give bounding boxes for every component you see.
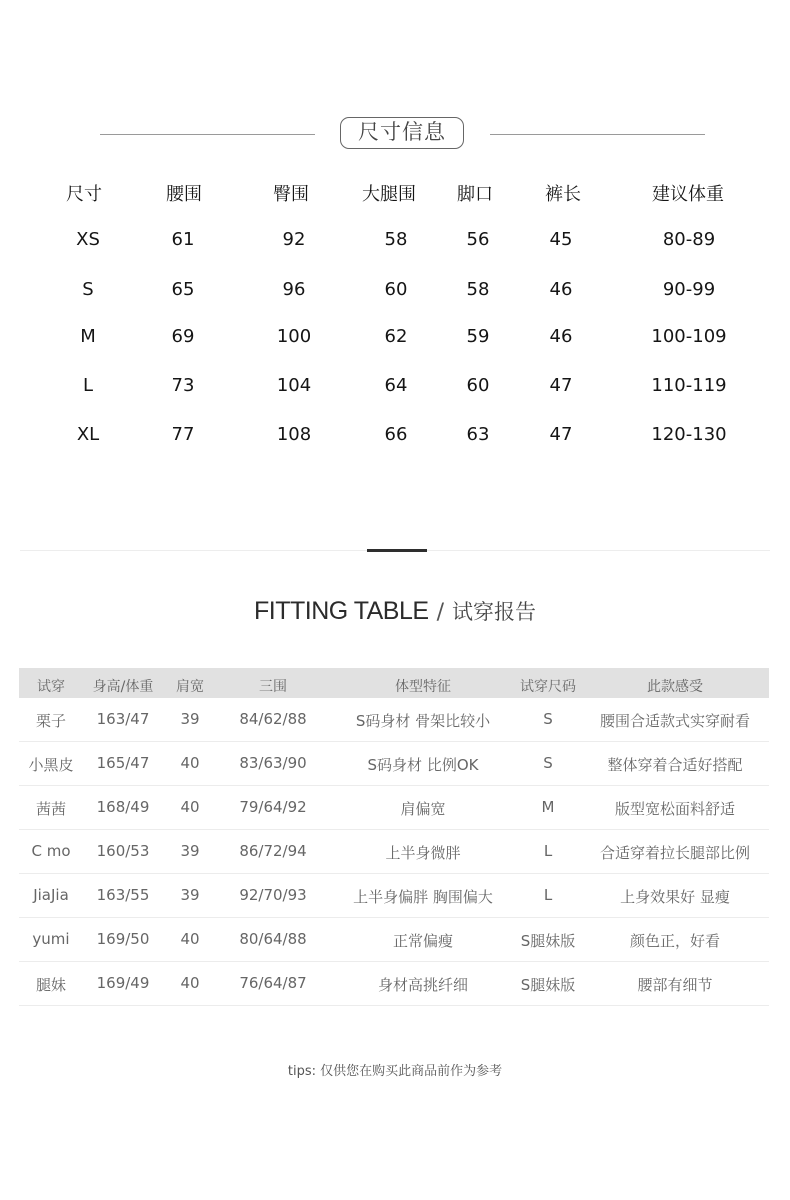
- row-divider: [19, 917, 769, 918]
- fitting-cell-measurements: 92/70/93: [239, 886, 307, 904]
- fitting-cell-feedback: 颜色正，好看: [629, 932, 721, 950]
- size-cell-thigh: 58: [384, 229, 408, 250]
- fitting-cell-measurements: 79/64/92: [239, 798, 307, 816]
- fitting-cell-height-weight: 165/47: [96, 754, 150, 772]
- fitting-cell-body-type: 上半身偏胖 胸围偏大: [353, 888, 493, 906]
- fitting-cell-measurements: 80/64/88: [239, 930, 307, 948]
- fitting-cell-height-weight: 163/47: [96, 710, 150, 728]
- size-cell-weight: 120-130: [651, 424, 727, 445]
- fitting-cell-tester: JiaJia: [33, 886, 69, 904]
- fitting-cell-size-tried: S: [543, 754, 553, 772]
- fitting-cell-feedback: 腰部有细节: [637, 976, 713, 994]
- fitting-cell-body-type: S码身材 比例OK: [367, 756, 479, 774]
- fitting-cell-tester: 小黑皮: [28, 756, 74, 774]
- size-cell-size: M: [80, 326, 96, 347]
- size-header-weight: 建议体重: [652, 184, 724, 205]
- fitting-cell-height-weight: 160/53: [96, 842, 150, 860]
- row-divider: [19, 1005, 769, 1006]
- size-cell-length: 47: [549, 424, 573, 445]
- size-cell-length: 46: [549, 326, 573, 347]
- size-cell-thigh: 66: [384, 424, 408, 445]
- fitting-cell-shoulder: 40: [180, 930, 200, 948]
- fitting-cell-tester: 栗子: [35, 712, 67, 730]
- fitting-table-title: [0, 596, 790, 626]
- fitting-cell-shoulder: 39: [180, 710, 200, 728]
- fitting-title-zh: 试穿报告: [451, 600, 536, 624]
- fitting-cell-measurements: 86/72/94: [239, 842, 307, 860]
- fitting-cell-height-weight: 169/50: [96, 930, 150, 948]
- size-cell-waist: 69: [171, 326, 195, 347]
- size-cell-thigh: 62: [384, 326, 408, 347]
- size-cell-hem: 63: [466, 424, 490, 445]
- row-divider: [19, 741, 769, 742]
- fitting-cell-height-weight: 163/55: [96, 886, 150, 904]
- size-cell-hem: 59: [466, 326, 490, 347]
- fitting-cell-size-tried: S腿妹版: [520, 932, 576, 950]
- fitting-cell-size-tried: M: [541, 798, 555, 816]
- fitting-cell-size-tried: L: [543, 886, 553, 904]
- size-cell-length: 45: [549, 229, 573, 250]
- size-cell-waist: 73: [171, 375, 195, 396]
- size-cell-weight: 110-119: [651, 375, 727, 396]
- size-cell-size: S: [82, 279, 94, 300]
- fitting-cell-feedback: 版型宽松面料舒适: [614, 800, 736, 818]
- fitting-cell-height-weight: 168/49: [96, 798, 150, 816]
- fitting-cell-shoulder: 39: [180, 842, 200, 860]
- size-cell-hem: 58: [466, 279, 490, 300]
- size-cell-length: 46: [549, 279, 573, 300]
- size-cell-waist: 61: [171, 229, 195, 250]
- size-header-hem: 脚口: [457, 184, 493, 205]
- fitting-cell-measurements: 76/64/87: [239, 974, 307, 992]
- size-info-title: 尺寸信息: [340, 117, 464, 149]
- fitting-cell-body-type: 上半身微胖: [385, 844, 461, 862]
- fitting-cell-tester: 腿妹: [35, 976, 67, 994]
- fitting-cell-size-tried: L: [543, 842, 553, 860]
- size-header-size: 尺寸: [66, 184, 102, 205]
- title-left-rule: [100, 134, 315, 135]
- title-right-rule: [490, 134, 705, 135]
- row-divider: [19, 785, 769, 786]
- fitting-cell-body-type: 身材高挑纤细: [377, 976, 469, 994]
- fitting-cell-shoulder: 40: [180, 974, 200, 992]
- size-cell-size: L: [82, 375, 94, 396]
- fitting-cell-shoulder: 40: [180, 798, 200, 816]
- size-cell-hip: 104: [276, 375, 312, 396]
- fitting-header-size-tried: 试穿尺码: [520, 679, 576, 695]
- fitting-cell-size-tried: S: [543, 710, 553, 728]
- fitting-cell-shoulder: 40: [180, 754, 200, 772]
- size-cell-hip: 100: [276, 326, 312, 347]
- fitting-cell-height-weight: 169/49: [96, 974, 150, 992]
- fitting-cell-tester: yumi: [32, 930, 70, 948]
- size-header-thigh: 大腿围: [362, 184, 416, 205]
- fitting-cell-feedback: 合适穿着拉长腿部比例: [599, 844, 751, 862]
- size-cell-hem: 56: [466, 229, 490, 250]
- size-cell-waist: 65: [171, 279, 195, 300]
- row-divider: [19, 873, 769, 874]
- fitting-cell-shoulder: 39: [180, 886, 200, 904]
- fitting-cell-measurements: 84/62/88: [239, 710, 307, 728]
- size-header-waist: 腰围: [166, 184, 202, 205]
- fitting-header-shoulder: 肩宽: [176, 679, 204, 695]
- fitting-cell-feedback: 腰围合适款式实穿耐看: [599, 712, 751, 730]
- fitting-header-feedback: 此款感受: [647, 679, 703, 695]
- fitting-cell-measurements: 83/63/90: [239, 754, 307, 772]
- size-cell-weight: 90-99: [662, 279, 716, 300]
- fitting-cell-tester: C mo: [31, 842, 71, 860]
- fitting-cell-size-tried: S腿妹版: [520, 976, 576, 994]
- fitting-cell-body-type: 正常偏瘦: [392, 932, 454, 950]
- size-cell-waist: 77: [171, 424, 195, 445]
- fitting-cell-body-type: 肩偏宽: [400, 800, 446, 818]
- fitting-cell-feedback: 整体穿着合适好搭配: [607, 756, 743, 774]
- fitting-header-height-weight: 身高/体重: [92, 679, 154, 695]
- size-cell-weight: 80-89: [662, 229, 716, 250]
- size-header-length: 裤长: [545, 184, 581, 205]
- fitting-title-en: FITTING TABLE: [254, 597, 429, 625]
- size-cell-hip: 108: [276, 424, 312, 445]
- size-cell-hem: 60: [466, 375, 490, 396]
- row-divider: [19, 829, 769, 830]
- size-cell-hip: 96: [282, 279, 306, 300]
- size-cell-thigh: 64: [384, 375, 408, 396]
- fitting-cell-tester: 茜茜: [35, 800, 67, 818]
- size-header-hip: 臀围: [273, 184, 309, 205]
- size-cell-weight: 100-109: [651, 326, 727, 347]
- tips-note: tips: 仅供您在购买此商品前作为参考: [287, 1064, 503, 1079]
- size-cell-thigh: 60: [384, 279, 408, 300]
- fitting-header-measurements: 三围: [259, 679, 287, 695]
- size-cell-hip: 92: [282, 229, 306, 250]
- fitting-cell-body-type: S码身材 骨架比较小: [355, 712, 491, 730]
- row-divider: [19, 961, 769, 962]
- size-cell-length: 47: [549, 375, 573, 396]
- fitting-header-body-type: 体型特征: [395, 679, 451, 695]
- size-cell-size: XS: [76, 229, 100, 250]
- fitting-header-tester: 试穿: [37, 679, 65, 695]
- section-divider-accent: [367, 549, 427, 552]
- fitting-title-separator: /: [436, 600, 444, 625]
- size-cell-size: XL: [76, 424, 100, 445]
- fitting-cell-feedback: 上身效果好 显瘦: [620, 888, 730, 906]
